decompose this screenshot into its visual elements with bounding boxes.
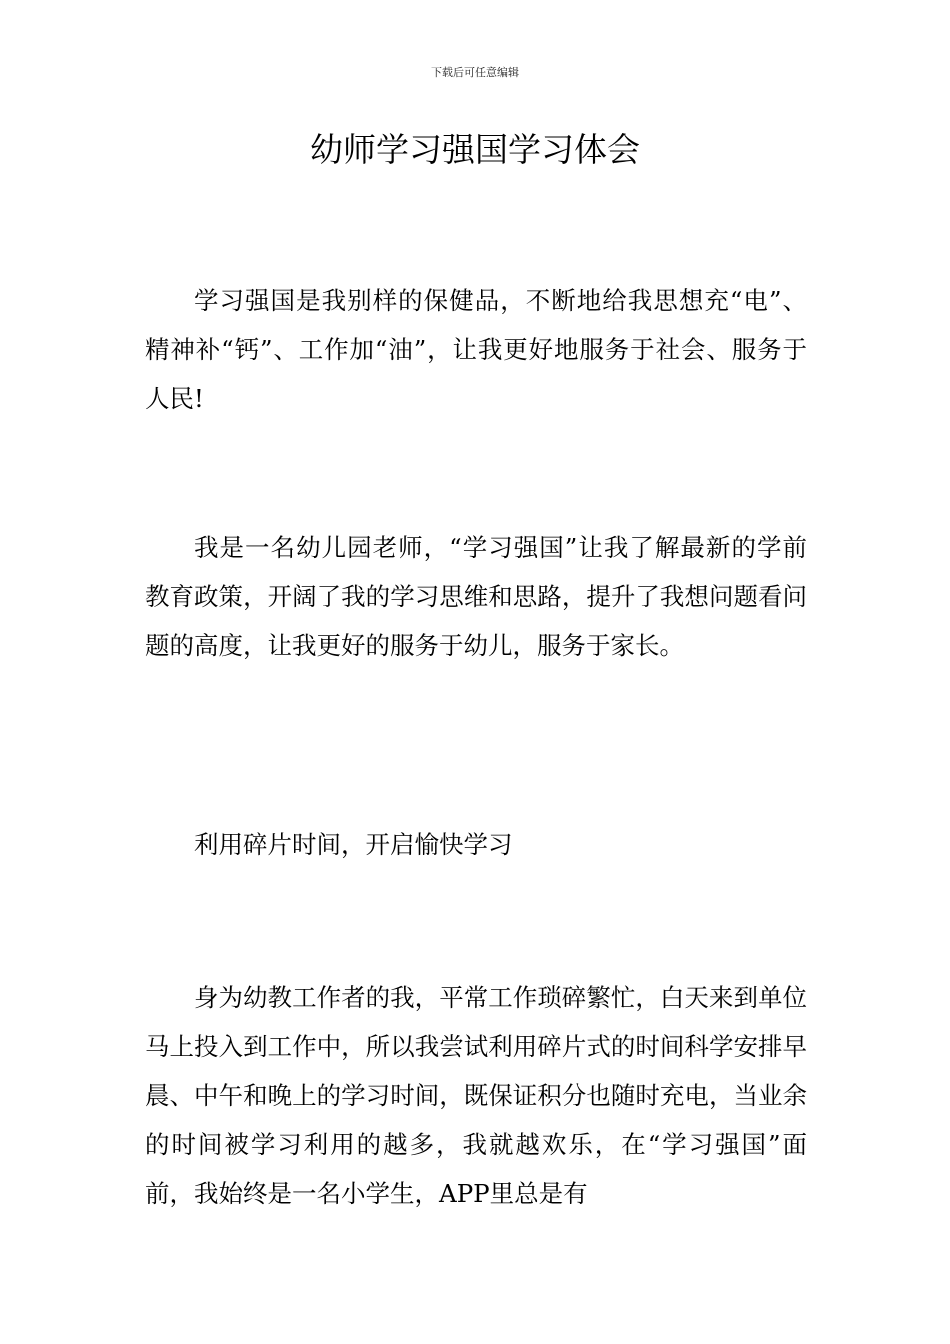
section-heading-fragment-time: 利用碎片时间，开启愉快学习 (194, 830, 513, 859)
document-title: 幼师学习强国学习体会 (310, 130, 640, 169)
paragraph-fragment-time: 身为幼教工作者的我，平常工作琐碎繁忙，白天来到单位马上投入到工作中，所以我尝试利用碎片式的时间科学安排早晨、中午和晚上的学习时间，既保证积分也随时充电，当业余的时间被学习利用的越多，我就越欢乐，在“学习强国”面前，我始终是一名小学生，APP里总是有 (145, 983, 807, 1208)
paragraph-intro: 学习强国是我别样的保健品，不断地给我思想充“电”、精神补“钙”、工作加“油”，让我更好地服务于社会、服务于人民! (145, 286, 807, 413)
header-note: 下载后可任意编辑 (431, 66, 519, 79)
paragraph-teacher: 我是一名幼儿园老师，“学习强国”让我了解最新的学前教育政策，开阔了我的学习思维和思路，提升了我想问题看问题的高度，让我更好的服务于幼儿，服务于家长。 (145, 533, 807, 660)
